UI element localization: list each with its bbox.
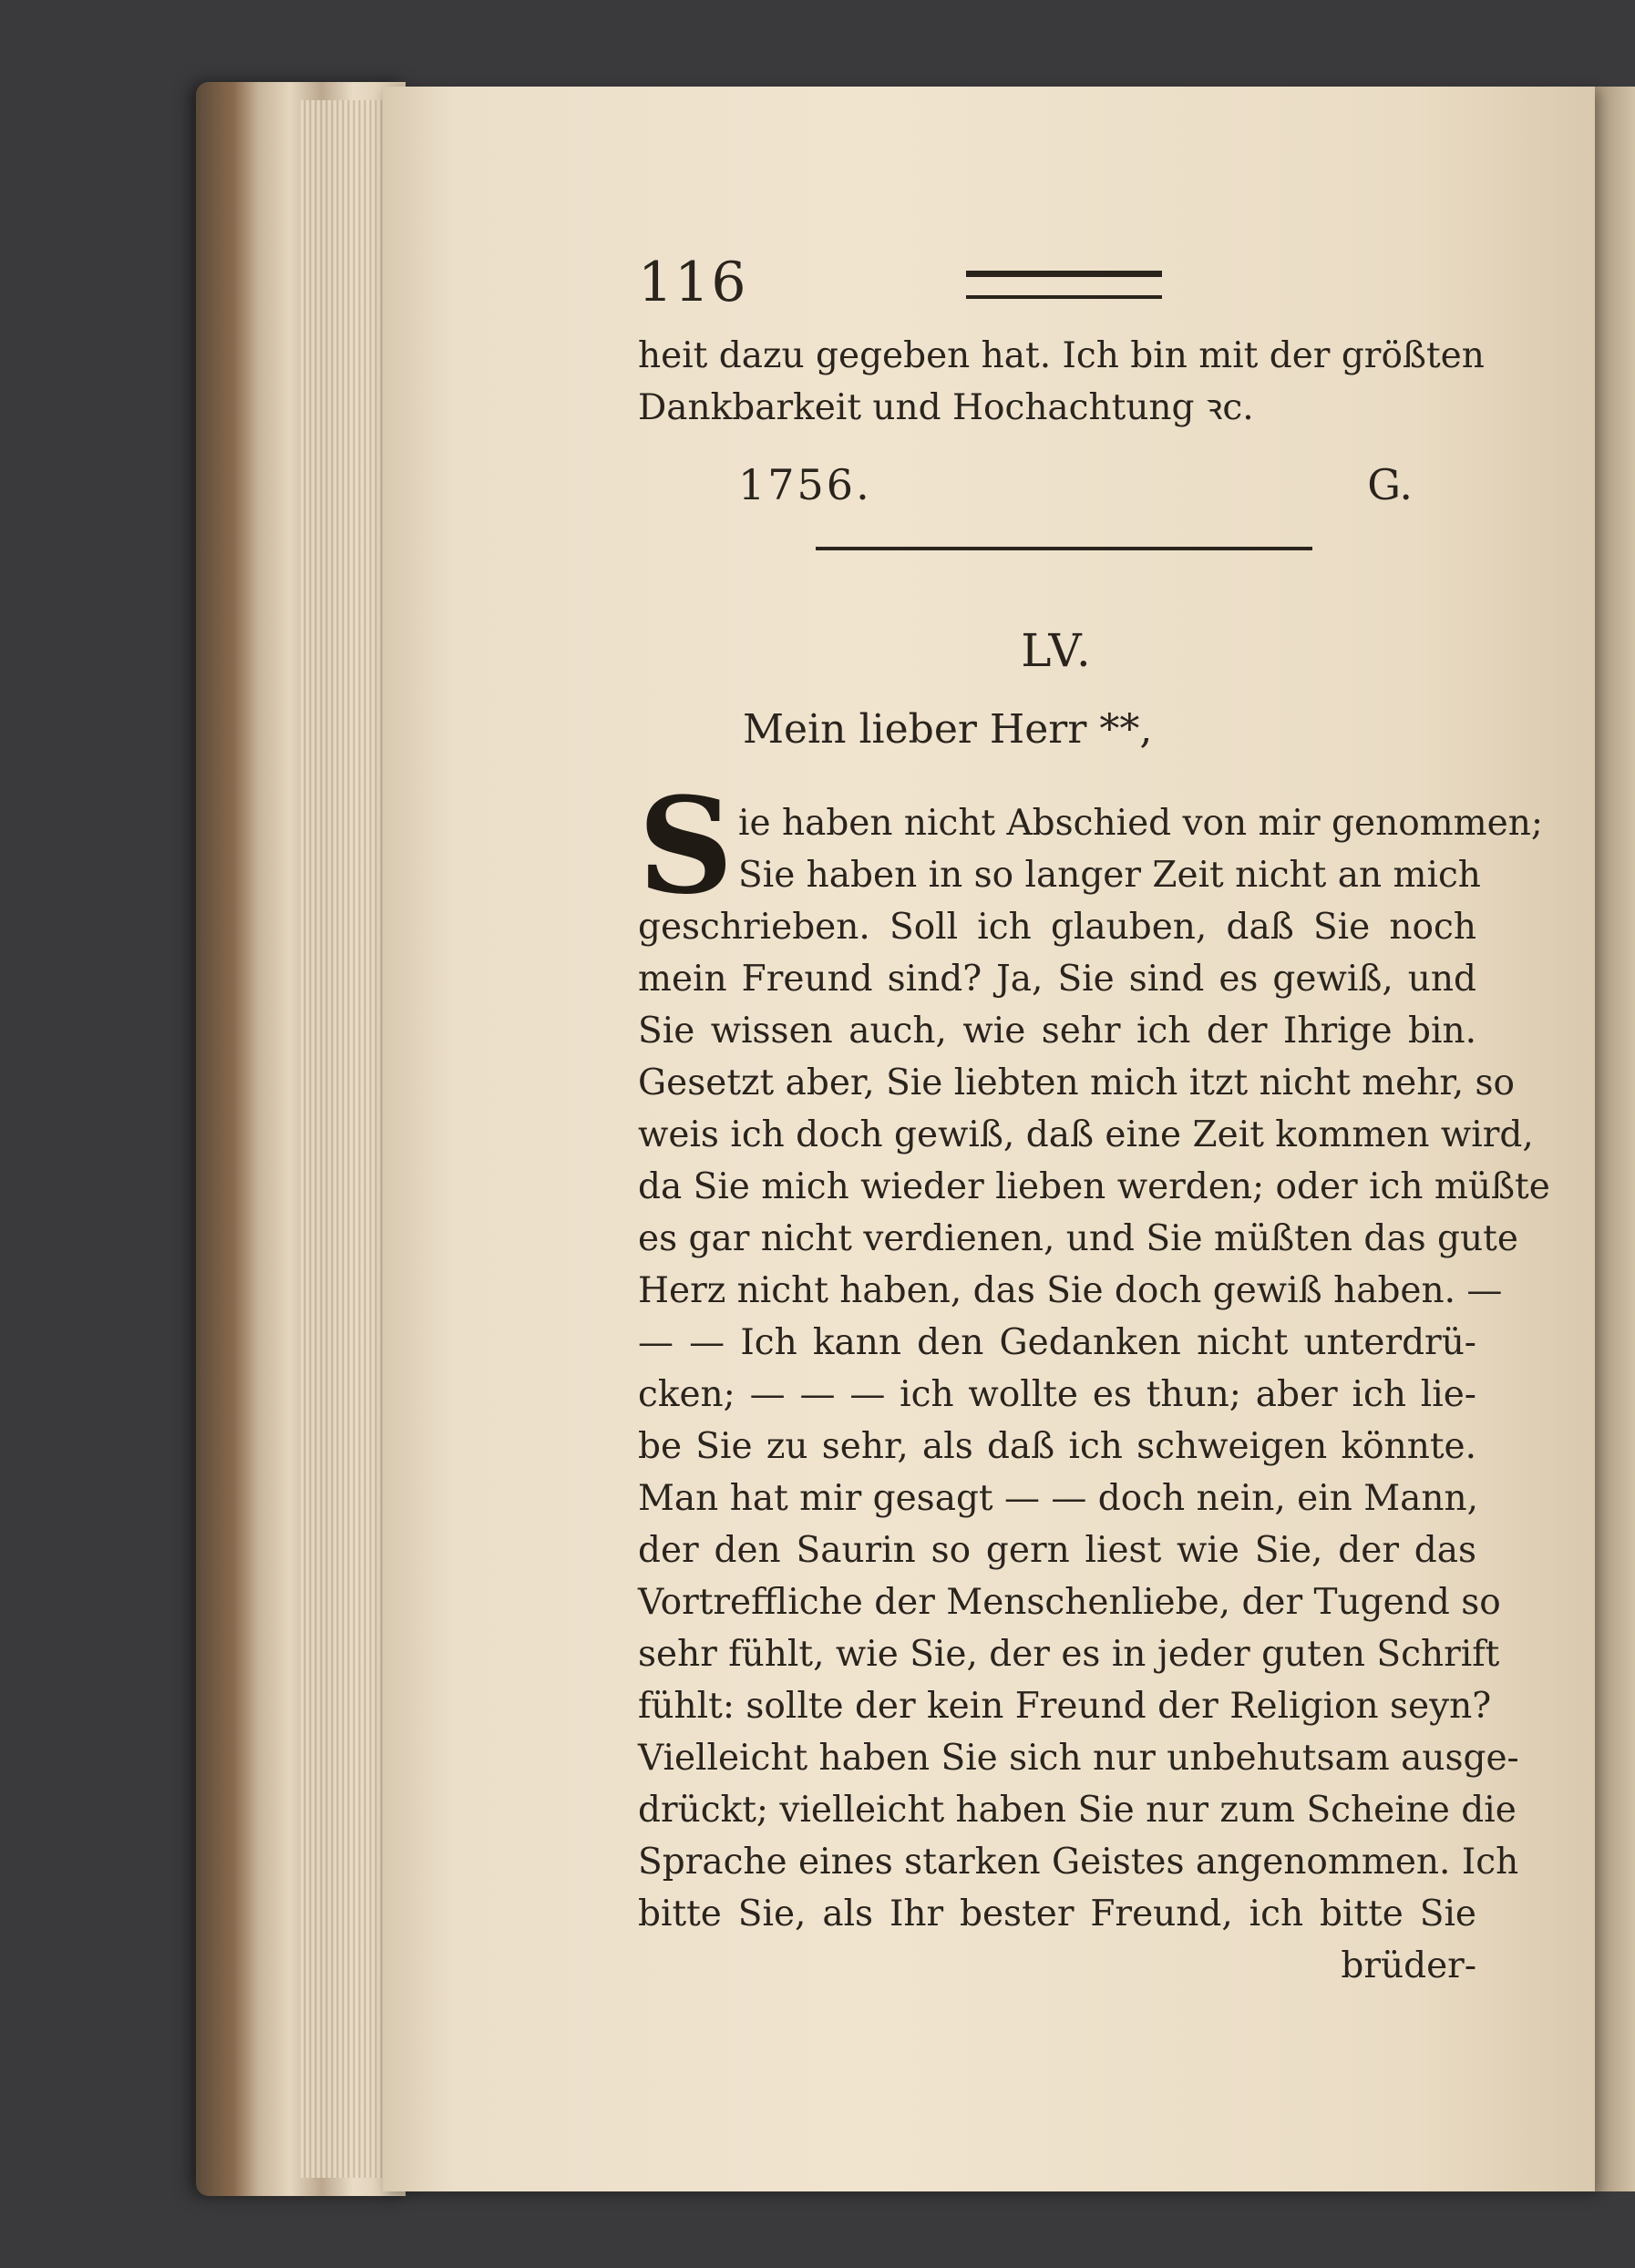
section-divider	[816, 547, 1312, 550]
text-line: ie haben nicht Abschied von mir genommen;	[738, 803, 1543, 844]
text-line: heit dazu gegeben hat. Ich bin mit der größten	[638, 335, 1485, 376]
text-line: geschrieben. Soll ich glauben, daß Sie noch	[638, 907, 1476, 948]
text-line: es gar nicht verdienen, und Sie müßten das gute	[638, 1218, 1518, 1259]
text-line: Sie wissen auch, wie sehr ich der Ihrige bin.	[638, 1011, 1476, 1052]
text-line: bitte Sie, als Ihr bester Freund, ich bitte Sie	[638, 1893, 1476, 1934]
letter-number: LV.	[1021, 624, 1094, 677]
text-line: Dankbarkeit und Hochachtung ꝛc.	[638, 387, 1254, 428]
text-line: Vortreffliche der Menschenliebe, der Tugend so	[638, 1582, 1501, 1623]
opening-lines	[638, 797, 1543, 901]
page-header	[638, 251, 1476, 314]
text-line: da Sie mich wieder lieben werden; oder ich müßte	[638, 1166, 1550, 1207]
salutation: Mein lieber Herr **,	[743, 706, 1153, 753]
text-line: Gesetzt aber, Sie liebten mich itzt nicht mehr, so	[638, 1062, 1516, 1103]
text-line: sehr fühlt, wie Sie, der es in jeder guten Schrift	[638, 1634, 1500, 1675]
text-line: Herz nicht haben, das Sie doch gewiß haben. —	[638, 1270, 1503, 1311]
text-line: Vielleicht haben Sie sich nur unbehutsam ausge-	[638, 1738, 1519, 1779]
text-line: weis ich doch gewiß, daß eine Zeit kommen wird,	[638, 1114, 1534, 1155]
text-line: fühlt: sollte der kein Freund der Religion seyn?	[638, 1686, 1492, 1727]
text-line: cken; — — — ich wollte es thun; aber ich lie-	[638, 1374, 1476, 1415]
text-line: mein Freund sind? Ja, Sie sind es gewiß, und	[638, 959, 1476, 1000]
date-signature-line	[738, 460, 1413, 524]
text-line: Sprache eines starken Geistes angenommen. Ich	[638, 1842, 1519, 1883]
letter-body	[638, 901, 1550, 1992]
text-line: — — Ich kann den Gedanken nicht unterdrü-	[638, 1322, 1476, 1363]
header-rule	[966, 271, 1162, 299]
drop-cap: S	[638, 769, 734, 924]
text-line: be Sie zu sehr, als daß ich schweigen könnte.	[638, 1426, 1476, 1467]
catchword: brüder-	[1341, 1945, 1476, 1986]
text-line: Man hat mir gesagt — — doch nein, ein Mann,	[638, 1478, 1479, 1519]
page-number: 116	[638, 251, 748, 314]
text-line: der den Saurin so gern liest wie Sie, der das	[638, 1530, 1476, 1571]
catchword-line	[638, 1940, 1476, 1992]
letter-signature: G.	[1367, 460, 1413, 509]
text-line: Sie haben in so langer Zeit nicht an mich	[738, 855, 1481, 896]
letter-date: 1756.	[738, 460, 872, 509]
previous-letter-ending	[638, 330, 1485, 434]
text-line: drückt; vielleicht haben Sie nur zum Scheine die	[638, 1790, 1517, 1831]
